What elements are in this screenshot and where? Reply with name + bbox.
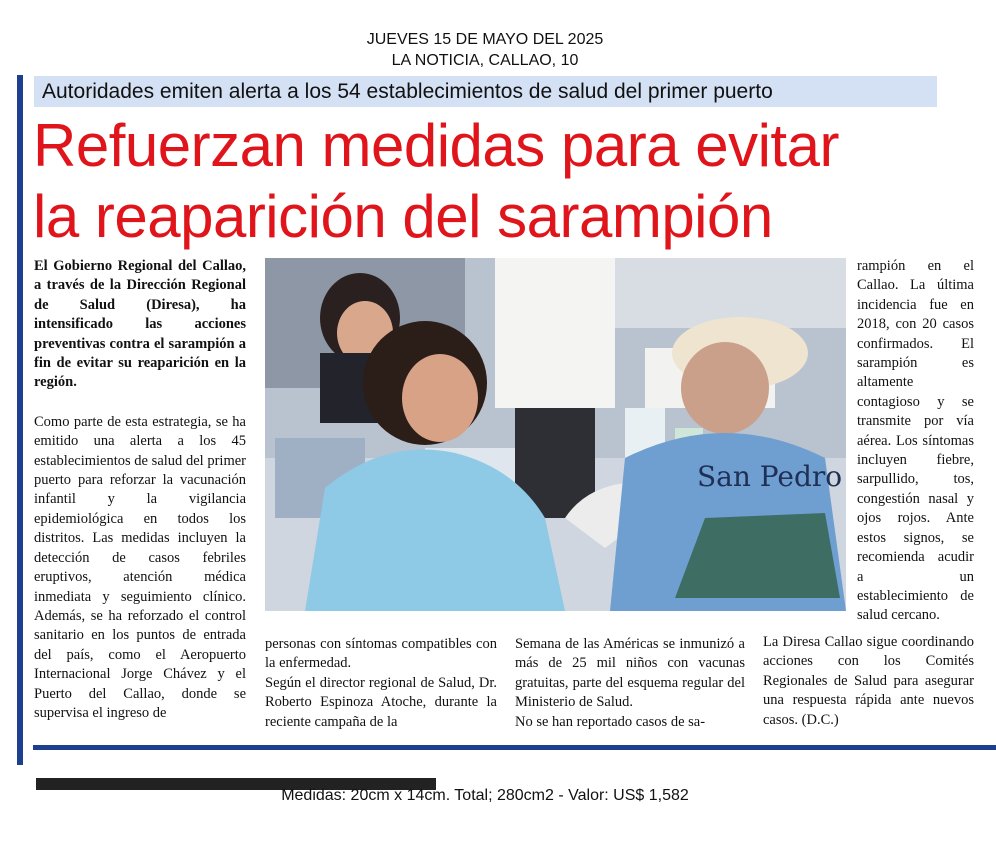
- publication-line: LA NOTICIA, CALLAO, 10: [391, 52, 579, 69]
- clipping-date: JUEVES 15 DE MAYO DEL 2025: [366, 31, 604, 48]
- next-article-fragment: ▬▬▬▬▬▬▬▬▬▬: [36, 754, 436, 799]
- bottom-rule: [33, 745, 996, 750]
- headline-line-2: la reaparición del sarampión: [33, 183, 773, 250]
- article-paragraph: personas con síntomas compatibles con la enfermedad.: [265, 636, 497, 672]
- article-column-2: [265, 635, 497, 732]
- article-paragraph: Como parte de esta estrategia, se ha emitido una alerta a los 45 establecimientos de salud del primer puerto para reforzar la vacunación infantil y la vigilancia epidemiológica en todos los distritos. Las medidas incluyen la detección de casos febriles eruptivos, atención médica inmediata y seguimiento clínico. Además, se ha reforzado el control sanitario en los puntos de entrada del país, como el Aeropuerto Internacional Jorge Chávez y el Puerto del Callao, donde se supervisa el ingreso de: [34, 413, 246, 721]
- clipping-measures: Medidas: 20cm x 14cm. Total; 280cm2 - Valor: US$ 1,582: [281, 787, 689, 804]
- article-paragraph: rampión en el Callao. La última incidencia fue en 2018, con 20 casos confirmados. El sarampión es altamente contagioso y se transmite por vía aérea. Los síntomas incluyen fiebre, sarpullido, tos, congestión nasal y ojos rojos. Ante estos signos, se recomienda acudir a un establecimiento de salud cercano.: [857, 258, 974, 624]
- article-headline: [33, 110, 963, 252]
- article-lead: El Gobierno Regional del Callao, a través de la Dirección Regional de Salud (Diresa), ha intensificado las acciones preventivas contra el sarampión a fin de evitar su reaparición en la región.: [34, 258, 246, 391]
- article-kicker: Autoridades emiten alerta a los 54 establecimientos de salud del primer puerto: [34, 76, 937, 107]
- article-column-5: [763, 633, 974, 730]
- article-paragraph: La Diresa Callao sigue coordinando acciones con los Comités Regionales de Salud para asegurar una respuesta rápida ante nuevos casos. (D.C.): [763, 634, 974, 728]
- article-paragraph: Semana de las Américas se inmunizó a más de 25 mil niños con vacunas gratuitas, parte del esquema regular del Ministerio de Salud.: [515, 636, 745, 711]
- article-column-1: [34, 257, 246, 723]
- article-photo: [265, 258, 846, 611]
- article-paragraph: No se han reportado casos de sa-: [515, 713, 706, 730]
- article-paragraph: Según el director regional de Salud, Dr. Roberto Espinoza Atoche, durante la reciente campaña de la: [265, 674, 497, 730]
- headline-line-1: Refuerzan medidas para evitar: [33, 112, 839, 179]
- article-column-4: [857, 257, 974, 626]
- left-column-rule: [17, 75, 23, 765]
- photo-shirt-text: San Pedro: [697, 460, 843, 493]
- article-column-3: [515, 635, 745, 732]
